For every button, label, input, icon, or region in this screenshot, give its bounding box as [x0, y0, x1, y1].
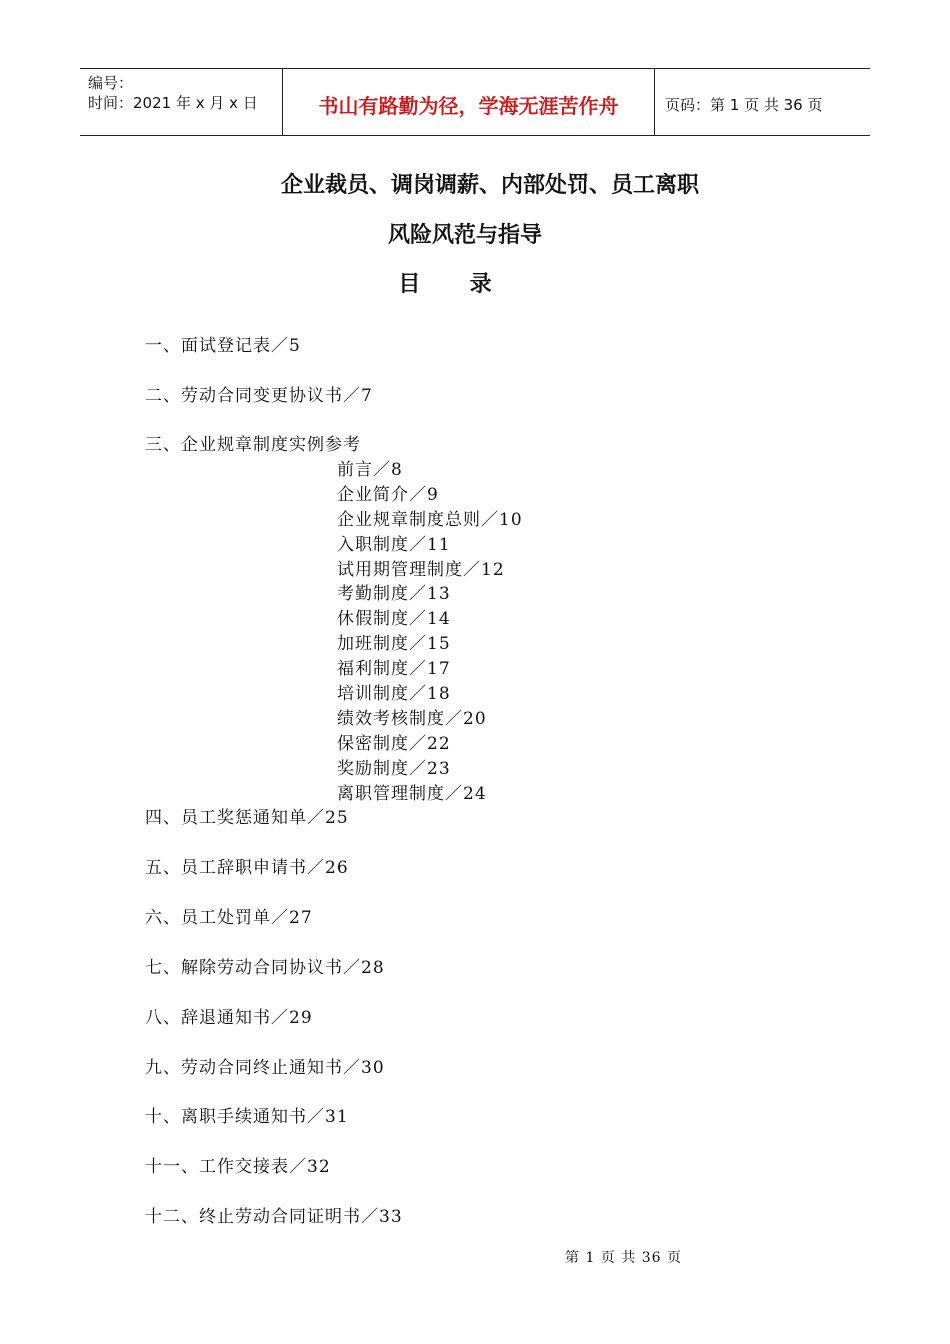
toc-subitem[interactable]: 福利制度／17 — [337, 659, 451, 679]
toc-subitem[interactable]: 入职制度／11 — [337, 535, 451, 555]
toc-item[interactable]: 七、解除劳动合同协议书／28 — [145, 958, 385, 978]
toc-subitem[interactable]: 离职管理制度／24 — [337, 784, 487, 804]
toc-subitem[interactable]: 加班制度／15 — [337, 634, 451, 654]
page-info: 页码：第 1 页 共 36 页 — [665, 95, 823, 114]
toc-heading-char1: 目 — [398, 272, 421, 297]
toc-subitem[interactable]: 企业规章制度总则／10 — [337, 510, 523, 530]
toc-item[interactable]: 十、离职手续通知书／31 — [145, 1107, 349, 1127]
toc-item[interactable]: 三、企业规章制度实例参考 — [145, 435, 361, 455]
toc-subitem[interactable]: 前言／8 — [337, 460, 403, 480]
toc-subitem[interactable]: 试用期管理制度／12 — [337, 560, 505, 580]
toc-item[interactable]: 十一、工作交接表／32 — [145, 1157, 331, 1177]
motto: 书山有路勤为径，学海无涯苦作舟 — [282, 69, 655, 135]
number-label: 编号： — [88, 74, 134, 92]
toc-item[interactable]: 一、面试登记表／5 — [145, 336, 301, 356]
toc-heading-char2: 录 — [469, 272, 492, 297]
toc-subitem[interactable]: 企业简介／9 — [337, 485, 439, 505]
page-footer: 第 1 页 共 36 页 — [565, 1250, 682, 1266]
time-label: 时间：2021 年 x 月 x 日 — [88, 94, 258, 112]
document-title-line2: 风险风范与指导 — [387, 223, 542, 248]
toc-item[interactable]: 八、辞退通知书／29 — [145, 1008, 313, 1028]
toc-item[interactable]: 五、员工辞职申请书／26 — [145, 858, 349, 878]
toc-subitem[interactable]: 绩效考核制度／20 — [337, 709, 487, 729]
document-title-line1: 企业裁员、调岗调薪、内部处罚、员工离职 — [280, 173, 699, 198]
toc-subitem[interactable]: 奖励制度／23 — [337, 759, 451, 779]
toc-subitem[interactable]: 培训制度／18 — [337, 684, 451, 704]
toc-subitem[interactable]: 休假制度／14 — [337, 609, 451, 629]
toc-item[interactable]: 二、劳动合同变更协议书／7 — [145, 386, 373, 406]
toc-item[interactable]: 四、员工奖惩通知单／25 — [145, 808, 349, 828]
toc-item[interactable]: 六、员工处罚单／27 — [145, 908, 313, 928]
toc-subitem[interactable]: 考勤制度／13 — [337, 584, 451, 604]
toc-subitem[interactable]: 保密制度／22 — [337, 734, 451, 754]
toc-item[interactable]: 十二、终止劳动合同证明书／33 — [145, 1207, 403, 1227]
toc-item[interactable]: 九、劳动合同终止通知书／30 — [145, 1058, 385, 1078]
